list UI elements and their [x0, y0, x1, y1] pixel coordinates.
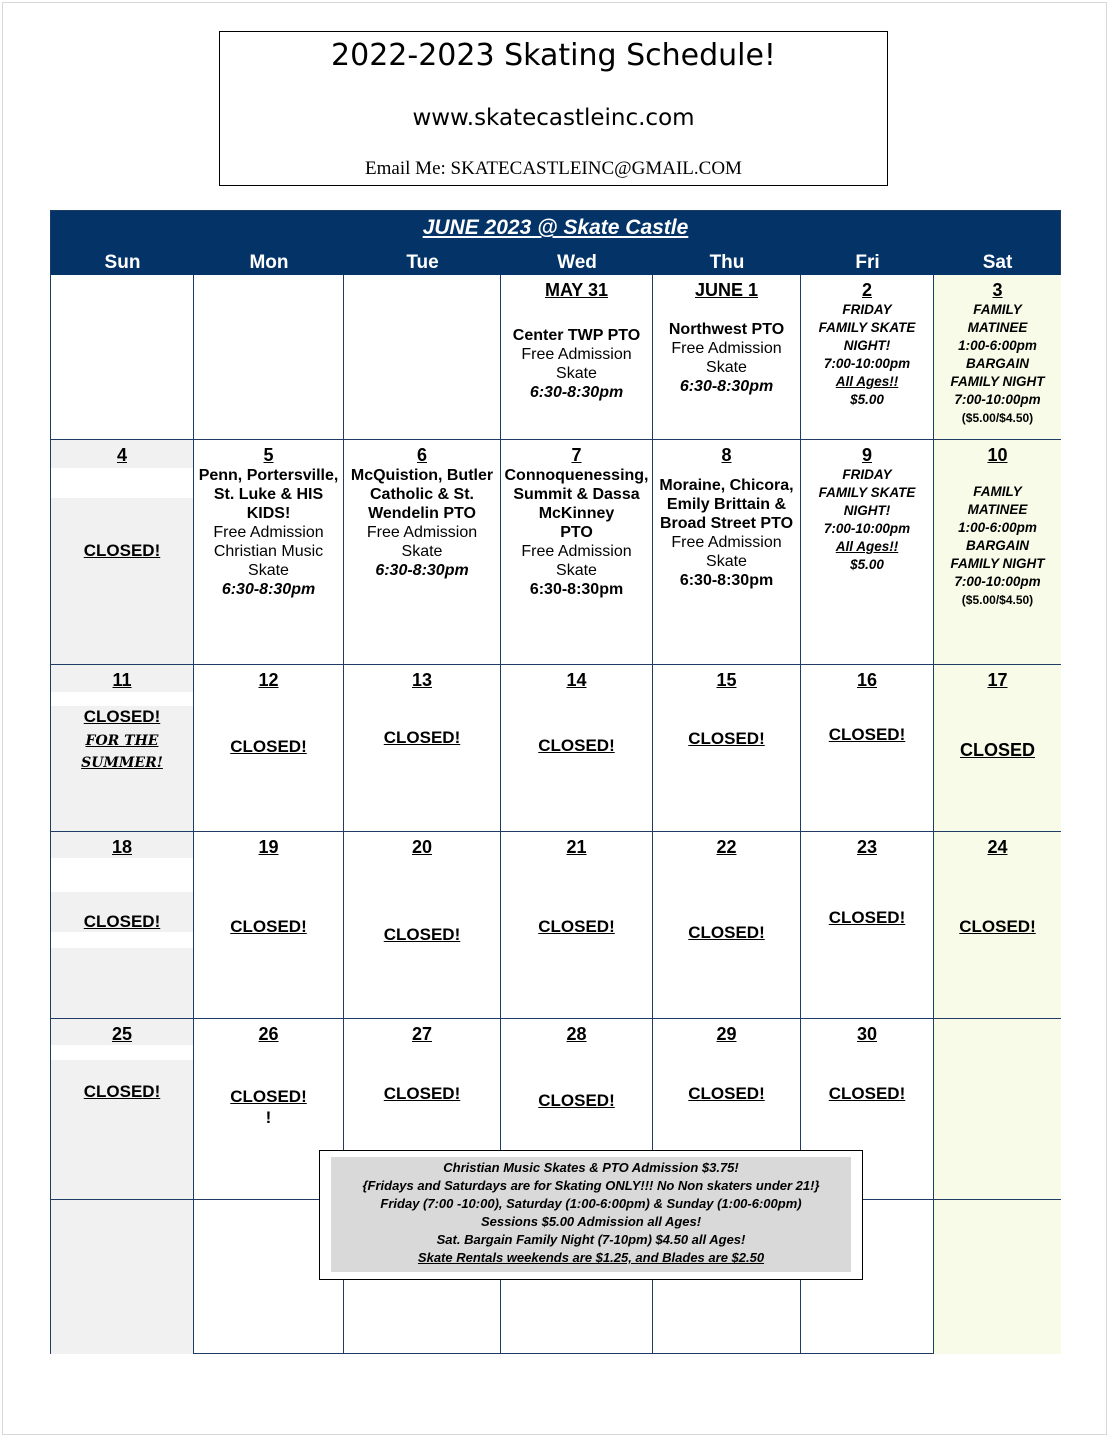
date-number: 8 — [721, 445, 732, 465]
day-cell-17 — [934, 665, 1061, 832]
admission-label: Free Admission — [671, 340, 782, 357]
event-time: 7:00-10:00pm — [823, 521, 911, 536]
skate-label: Skate — [706, 553, 747, 570]
day-cell-empty — [51, 1200, 194, 1354]
header-box — [219, 31, 888, 186]
date-number: 28 — [566, 1024, 587, 1044]
event-price: ($5.00/$4.50) — [961, 411, 1034, 425]
date-number: 24 — [987, 837, 1008, 857]
day-cell-12 — [194, 665, 344, 832]
day-header-sun: Sun — [104, 252, 141, 273]
date-number: 2 — [861, 280, 872, 300]
closed-label: CLOSED! — [688, 923, 765, 942]
event-time: 7:00-10:00pm — [954, 392, 1041, 407]
date-number: 10 — [987, 445, 1008, 465]
date-number: 22 — [716, 837, 737, 857]
closed-label: CLOSED! — [828, 725, 906, 744]
event-line: NIGHT! — [843, 338, 891, 353]
website-link[interactable]: www.skatecastleinc.com — [412, 105, 695, 131]
event-line: BARGAIN — [966, 356, 1029, 371]
date-number: 5 — [263, 445, 274, 465]
event-name: KIDS! — [246, 505, 291, 522]
date-number: 12 — [258, 670, 279, 690]
admission-label: Free Admission — [213, 524, 324, 541]
admission-notes-box — [319, 1150, 863, 1280]
event-name: McKinney — [538, 505, 615, 522]
day-cell-21 — [501, 832, 653, 1019]
event-line: BARGAIN — [966, 538, 1029, 553]
event-name: Wendelin PTO — [368, 505, 476, 522]
day-cell-22 — [653, 832, 801, 1019]
skate-label: Skate — [556, 365, 597, 382]
event-time: 1:00-6:00pm — [958, 520, 1037, 535]
day-cell-4 — [51, 440, 194, 665]
event-name: Center TWP PTO — [512, 327, 641, 344]
day-cell-13 — [344, 665, 501, 832]
email-contact[interactable]: Email Me: SKATECASTLEINC@GMAIL.COM — [365, 158, 742, 179]
date-number: JUNE 1 — [694, 280, 759, 300]
date-number: 21 — [566, 837, 587, 857]
event-line: FRIDAY — [842, 302, 892, 317]
event-name: Moraine, Chicora, — [659, 477, 794, 494]
admission-label: Free Admission — [366, 524, 478, 541]
date-number: 29 — [716, 1024, 737, 1044]
event-line: FRIDAY — [842, 467, 892, 482]
closed-label: CLOSED! — [828, 908, 906, 927]
date-number: 18 — [111, 837, 133, 857]
admission-label: Free Admission — [671, 534, 782, 551]
event-time: 6:30-8:30pm — [679, 572, 774, 589]
event-line: MATINEE — [967, 502, 1028, 517]
for-the-summer-label: FOR THE SUMMER! — [81, 733, 163, 771]
day-header-fri: Fri — [855, 252, 880, 273]
event-name: St. Luke & HIS — [213, 486, 324, 503]
date-number: 26 — [258, 1024, 279, 1044]
day-cell-19 — [194, 832, 344, 1019]
day-cell-23 — [801, 832, 934, 1019]
date-number: 11 — [112, 670, 132, 690]
closed-label: CLOSED! — [83, 1082, 161, 1101]
date-number: 20 — [411, 837, 433, 857]
date-number: 9 — [861, 445, 872, 465]
date-number: 23 — [856, 837, 878, 857]
day-cell-24 — [934, 832, 1061, 1019]
note-line: Sat. Bargain Family Night (7-10pm) $4.50 all Ages! — [436, 1232, 746, 1247]
date-number: 6 — [416, 445, 427, 465]
event-time: 7:00-10:00pm — [823, 356, 911, 371]
date-number: 19 — [258, 837, 279, 857]
closed-label: CLOSED! — [230, 737, 307, 756]
event-name: PTO — [560, 524, 593, 541]
month-title: JUNE 2023 @ Skate Castle — [422, 216, 689, 239]
event-line: FAMILY — [973, 302, 1022, 317]
christian-music-label: Christian Music — [213, 543, 324, 560]
note-line: {Fridays and Saturdays are for Skating ONLY!!! No Non skaters under 21!} — [362, 1178, 820, 1193]
closed-label: CLOSED! — [83, 912, 161, 931]
event-line: NIGHT! — [843, 503, 891, 518]
date-number: 15 — [716, 670, 737, 690]
closed-label: CLOSED! — [230, 917, 307, 936]
date-number: 3 — [992, 280, 1003, 300]
event-line: FAMILY NIGHT — [950, 374, 1045, 389]
date-number: 7 — [571, 445, 582, 465]
date-number: 17 — [987, 670, 1008, 690]
event-name: Catholic & St. — [369, 486, 474, 503]
day-cell-empty — [934, 1019, 1061, 1200]
event-name: Connoquenessing, — [504, 467, 649, 484]
closed-label: CLOSED! — [383, 925, 461, 944]
event-time: 6:30-8:30pm — [529, 581, 624, 598]
date-number: 25 — [111, 1024, 133, 1044]
event-name: Penn, Portersville, — [198, 467, 339, 484]
date-number: 16 — [856, 670, 878, 690]
event-line: MATINEE — [967, 320, 1028, 335]
day-cell-may-31 — [501, 275, 653, 440]
event-time: 6:30-8:30pm — [375, 562, 469, 579]
closed-label: CLOSED! — [383, 728, 461, 747]
event-price: $5.00 — [850, 392, 884, 407]
day-header-wed: Wed — [557, 252, 597, 273]
day-header-thu: Thu — [709, 252, 745, 273]
event-time: 6:30-8:30pm — [529, 384, 624, 401]
day-cell-6 — [344, 440, 501, 665]
skate-label: Skate — [706, 359, 747, 376]
skate-label: Skate — [401, 543, 443, 560]
date-number: 13 — [411, 670, 433, 690]
closed-label: CLOSED! — [83, 707, 161, 726]
closed-label: CLOSED! — [538, 917, 615, 936]
day-cell-empty — [194, 275, 344, 440]
day-cell-empty — [51, 275, 194, 440]
day-cell-16 — [801, 665, 934, 832]
note-line: Skate Rentals weekends are $1.25, and Blades are $2.50 — [417, 1250, 765, 1265]
closed-label: CLOSED — [959, 740, 1035, 760]
exclamation-mark: ! — [265, 1108, 272, 1127]
day-cell-25 — [51, 1019, 194, 1200]
day-cell-empty — [344, 275, 501, 440]
page-title: 2022-2023 Skating Schedule! — [331, 38, 776, 73]
closed-label: CLOSED! — [959, 917, 1036, 936]
event-name: Emily Brittain & — [666, 496, 787, 513]
day-cell-5 — [194, 440, 344, 665]
event-line: FAMILY NIGHT — [950, 556, 1045, 571]
event-price: ($5.00/$4.50) — [961, 593, 1034, 607]
event-name: McQuistion, Butler — [350, 467, 494, 484]
event-name: Broad Street PTO — [659, 515, 794, 532]
date-number: MAY 31 — [544, 280, 609, 300]
event-time: 6:30-8:30pm — [679, 378, 774, 395]
closed-label: CLOSED! — [688, 729, 765, 748]
day-cell-11 — [51, 665, 194, 832]
event-name: Summit & Dassa — [513, 486, 640, 503]
day-cell-18 — [51, 832, 194, 1019]
day-cell-20 — [344, 832, 501, 1019]
note-line: Christian Music Skates & PTO Admission $3.75! — [443, 1160, 739, 1175]
day-cell-7 — [501, 440, 653, 665]
admission-label: Free Admission — [521, 346, 632, 363]
date-number: 30 — [856, 1024, 878, 1044]
skate-label: Skate — [556, 562, 597, 579]
closed-label: CLOSED! — [230, 1087, 307, 1106]
date-number: 27 — [411, 1024, 433, 1044]
closed-label: CLOSED! — [83, 541, 161, 560]
day-header-sat: Sat — [982, 252, 1013, 273]
event-line: All Ages!! — [835, 374, 899, 389]
day-cell-9 — [801, 440, 934, 665]
event-line: FAMILY SKATE — [818, 485, 916, 500]
admission-notes — [331, 1157, 851, 1272]
closed-label: CLOSED! — [828, 1084, 906, 1103]
day-header-tue: Tue — [406, 252, 439, 273]
closed-label: CLOSED! — [383, 1084, 461, 1103]
event-time: 1:00-6:00pm — [958, 338, 1037, 353]
day-cell-10 — [934, 440, 1061, 665]
event-price: $5.00 — [850, 557, 884, 572]
event-line: FAMILY SKATE — [818, 320, 916, 335]
closed-label: CLOSED! — [688, 1084, 765, 1103]
day-cell-june-1 — [653, 275, 801, 440]
date-number: 4 — [116, 445, 127, 465]
event-time: 6:30-8:30pm — [221, 581, 316, 598]
closed-label: CLOSED! — [538, 736, 615, 755]
event-line: All Ages!! — [835, 539, 899, 554]
event-line: FAMILY — [973, 484, 1022, 499]
day-cell-empty — [934, 1200, 1061, 1354]
skate-label: Skate — [248, 562, 289, 579]
day-cell-15 — [653, 665, 801, 832]
admission-label: Free Admission — [521, 543, 632, 560]
day-cell-8 — [653, 440, 801, 665]
event-name: Northwest PTO — [668, 321, 785, 338]
date-number: 14 — [566, 670, 587, 690]
day-header-mon: Mon — [249, 252, 289, 273]
day-cell-2 — [801, 275, 934, 440]
note-line: Friday (7:00 -10:00), Saturday (1:00-6:00pm) & Sunday (1:00-6:00pm) — [380, 1196, 802, 1211]
day-cell-3 — [934, 275, 1061, 440]
day-cell-14 — [501, 665, 653, 832]
note-line: Sessions $5.00 Admission all Ages! — [480, 1214, 702, 1229]
closed-label: CLOSED! — [538, 1091, 615, 1110]
calendar-header — [51, 211, 1060, 275]
event-time: 7:00-10:00pm — [954, 574, 1041, 589]
